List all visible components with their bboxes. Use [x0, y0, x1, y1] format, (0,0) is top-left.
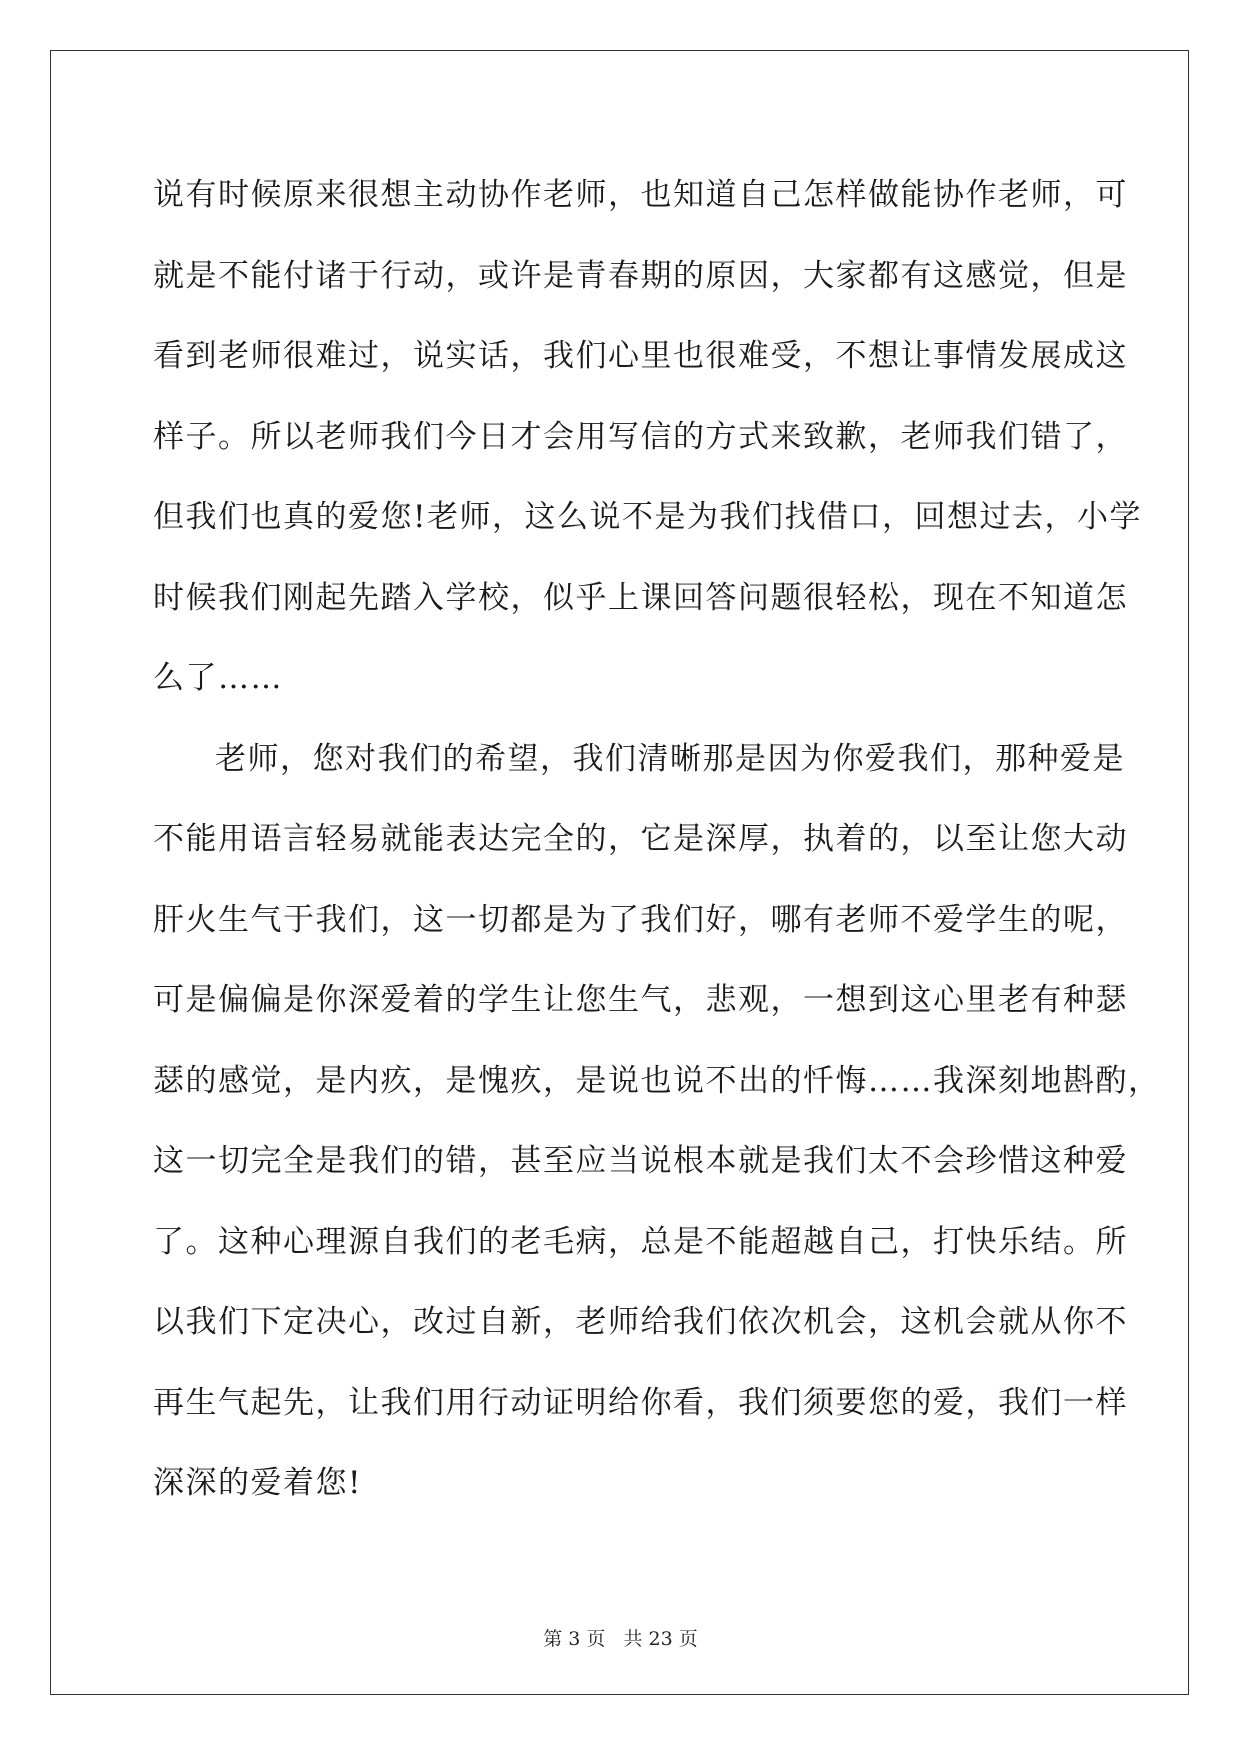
- text-line-1: 说有时候原来很想主动协作老师，也知道自己怎样做能协作老师，可: [153, 177, 1128, 213]
- text-line-12: 瑟的感觉，是内疚，是愧疚，是说也说不出的忏悔……我深刻地斟酌，: [153, 1062, 1161, 1099]
- text-line-13: 这一切完全是我们的错，甚至应当说根本就是我们太不会珍惜这种爱: [153, 1143, 1128, 1179]
- text-line-11: 可是偏偏是你深爱着的学生让您生气，悲观，一想到这心里老有种瑟: [153, 982, 1128, 1018]
- text-line-7: 么了……: [153, 660, 283, 696]
- text-line-14: 了。这种心理源自我们的老毛病，总是不能超越自己，打快乐结。所: [153, 1223, 1128, 1260]
- current-page-label: 第 3 页: [543, 1628, 606, 1650]
- text-line-6: 时候我们刚起先踏入学校，似乎上课回答问题很轻松，现在不知道怎: [153, 579, 1128, 616]
- text-line-8: 老师，您对我们的希望，我们清晰那是因为你爱我们，那种爱是: [215, 740, 1125, 777]
- text-line-15: 以我们下定决心，改过自新，老师给我们依次机会，这机会就从你不: [153, 1304, 1128, 1340]
- text-line-3: 看到老师很难过，说实话，我们心里也很难受，不想让事情发展成这: [153, 338, 1128, 374]
- text-line-2: 就是不能付诸于行动，或许是青春期的原因，大家都有这感觉，但是: [153, 257, 1128, 294]
- page-footer: [0, 1624, 1241, 1651]
- text-line-4: 样子。所以老师我们今日才会用写信的方式来致歉，老师我们错了，: [153, 418, 1128, 455]
- text-line-16: 再生气起先，让我们用行动证明给你看，我们须要您的爱，我们一样: [153, 1384, 1128, 1421]
- text-line-5: 但我们也真的爱您!老师，这么说不是为我们找借口，回想过去，小学: [153, 499, 1142, 535]
- body-text: [153, 155, 1161, 1524]
- text-line-9: 不能用语言轻易就能表达完全的，它是深厚，执着的，以至让您大动: [153, 821, 1128, 857]
- text-line-17: 深深的爱着您!: [153, 1465, 362, 1501]
- total-pages-label: 共 23 页: [623, 1628, 698, 1650]
- text-line-10: 肝火生气于我们，这一切都是为了我们好，哪有老师不爱学生的呢，: [153, 901, 1128, 938]
